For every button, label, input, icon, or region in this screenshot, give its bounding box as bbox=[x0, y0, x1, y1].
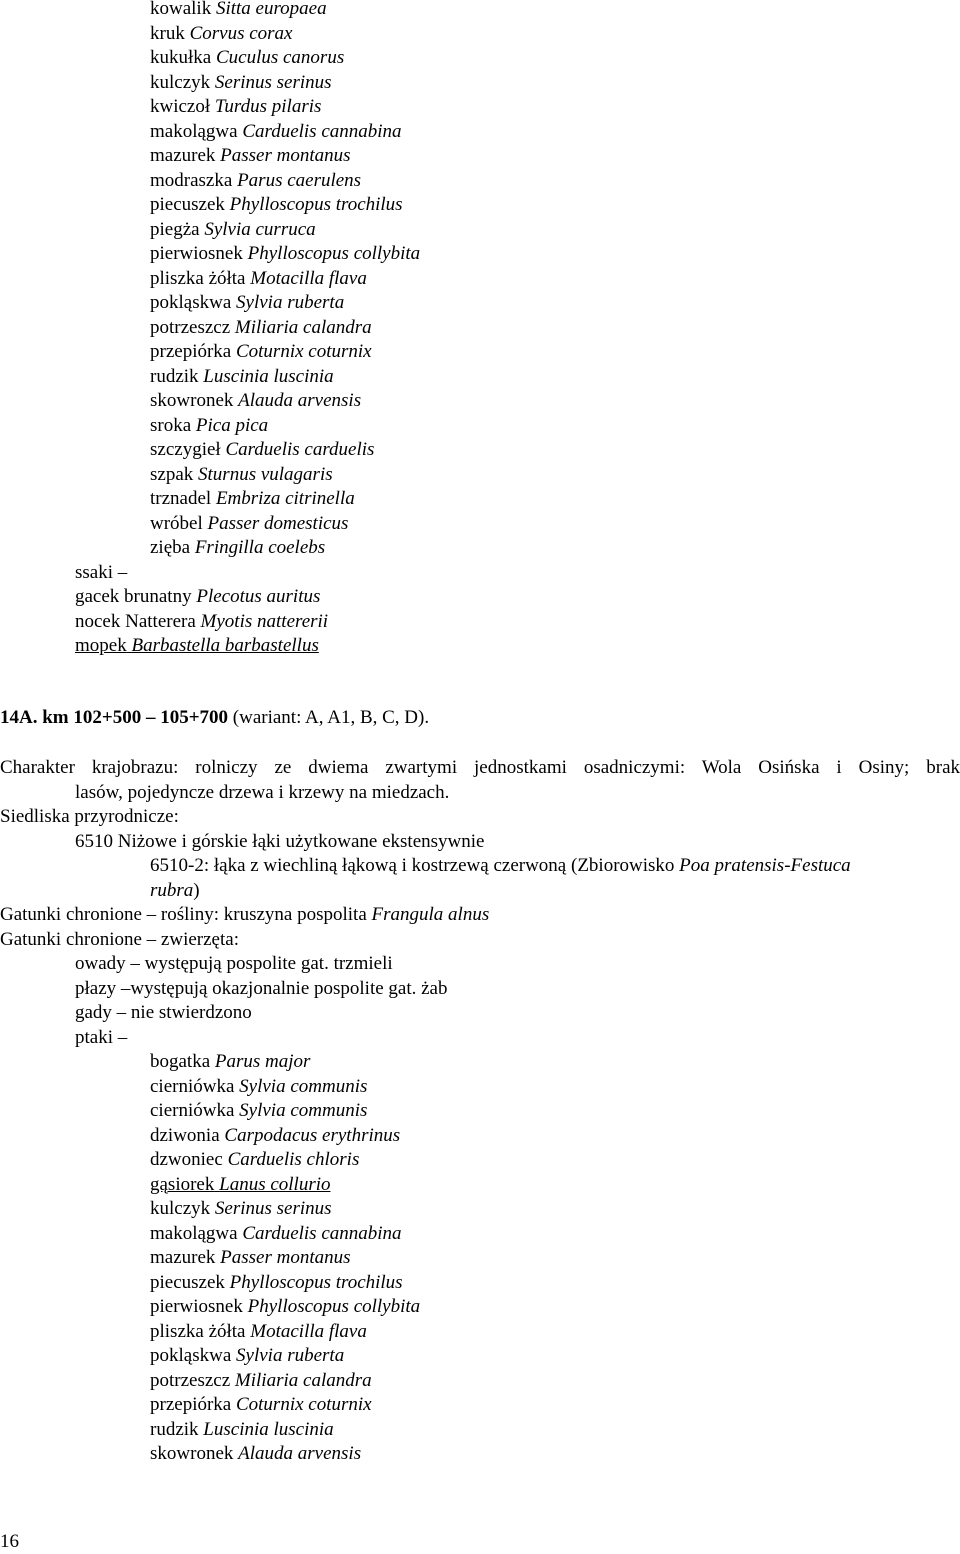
species-polish-name: rudzik bbox=[150, 1418, 199, 1440]
list-item bbox=[150, 389, 361, 413]
list-item bbox=[150, 218, 316, 242]
list-item bbox=[150, 0, 327, 21]
species-polish-name: kulczyk bbox=[150, 71, 211, 93]
species-latin-name: Sitta europaea bbox=[215, 0, 327, 19]
list-item bbox=[150, 463, 333, 487]
habitat-sub-latin: Poa pratensis-Festuca bbox=[679, 855, 851, 876]
animals-item-amphibians: płazy –występują okazjonalnie pospolite gat. żab bbox=[75, 977, 448, 999]
habitats-label: Siedliska przyrodnicze: bbox=[0, 806, 179, 827]
species-latin-name: Parus caerulens bbox=[237, 169, 362, 191]
species-polish-name: pliszka żółta bbox=[150, 1320, 246, 1342]
species-polish-name: sroka bbox=[150, 414, 192, 436]
list-item bbox=[150, 1344, 344, 1368]
list-item bbox=[150, 1442, 361, 1466]
species-polish-name: makolągwa bbox=[150, 1222, 238, 1244]
page-number: 16 bbox=[0, 1531, 19, 1552]
species-latin-name: Miliaria calandra bbox=[234, 1369, 372, 1391]
species-polish-name: kulczyk bbox=[150, 1198, 211, 1219]
list-item bbox=[150, 1050, 310, 1074]
species-latin-name: Luscinia luscinia bbox=[203, 1418, 334, 1440]
species-polish-name: kowalik bbox=[150, 0, 212, 19]
species-latin-name: Miliaria calandra bbox=[234, 316, 372, 338]
species-latin-name: Fringilla coelebs bbox=[194, 537, 326, 558]
species-latin-name: Pica pica bbox=[195, 414, 269, 436]
animals-item-insects: owady – występują pospolite gat. trzmieli bbox=[75, 953, 393, 974]
species-latin-name: Lanus collurio bbox=[219, 1173, 331, 1195]
habitat-main: 6510 Niżowe i górskie łąki użytkowane ekstensywnie bbox=[75, 830, 485, 852]
list-item bbox=[150, 22, 292, 46]
landscape-text: rolniczy ze dwiema zwartymi jednostkami osadniczymi: Wola Osińska i Osiny; brak bbox=[195, 757, 960, 778]
species-polish-name: zięba bbox=[150, 537, 191, 558]
species-polish-name: kukułka bbox=[150, 47, 212, 68]
species-polish-name: pokląskwa bbox=[150, 292, 232, 313]
list-item bbox=[150, 340, 372, 364]
species-latin-name: Coturnix coturnix bbox=[235, 1394, 372, 1415]
species-latin-name: Turdus pilaris bbox=[214, 96, 322, 117]
landscape-paragraph-line-2: lasów, pojedyncze drzewa i krzewy na miedzach. bbox=[75, 781, 450, 803]
species-latin-name: Carpodacus erythrinus bbox=[224, 1124, 401, 1146]
list-item bbox=[75, 585, 320, 609]
species-latin-name: Alauda arvensis bbox=[238, 390, 362, 411]
species-latin-name: Carduelis chloris bbox=[227, 1149, 360, 1170]
list-item bbox=[150, 1222, 402, 1246]
species-polish-name: pierwiosnek bbox=[150, 1296, 243, 1317]
species-polish-name: makolągwa bbox=[150, 120, 238, 142]
section-heading bbox=[0, 706, 429, 730]
list-item bbox=[150, 1295, 420, 1319]
animals-item-birds: ptaki – bbox=[75, 1026, 128, 1048]
species-latin-name: Myotis nattererii bbox=[200, 610, 329, 632]
list-item bbox=[150, 316, 372, 340]
species-latin-name: Barbastella barbastellus bbox=[131, 635, 319, 656]
species-latin-name: Parus major bbox=[214, 1051, 311, 1072]
species-polish-name: pierwiosnek bbox=[150, 243, 243, 264]
species-polish-name: mopek bbox=[75, 635, 127, 656]
list-item bbox=[150, 242, 420, 266]
species-latin-name: Phylloscopus collybita bbox=[247, 243, 421, 264]
species-latin-name: Plecotus auritus bbox=[196, 586, 321, 607]
species-latin-name: Alauda arvensis bbox=[238, 1443, 362, 1464]
list-item bbox=[150, 144, 351, 168]
list-item bbox=[150, 438, 374, 462]
species-latin-name: Embriza citrinella bbox=[215, 488, 355, 509]
list-item bbox=[150, 1075, 367, 1099]
species-polish-name: dziwonia bbox=[150, 1124, 220, 1146]
species-polish-name: cierniówka bbox=[150, 1100, 235, 1121]
species-polish-name: szczygieł bbox=[150, 439, 221, 460]
species-polish-name: cierniówka bbox=[150, 1075, 235, 1097]
plants-latin: Frangula alnus bbox=[371, 904, 490, 925]
species-latin-name: Luscinia luscinia bbox=[203, 365, 334, 387]
species-polish-name: wróbel bbox=[150, 512, 203, 534]
list-item bbox=[150, 1148, 359, 1172]
species-latin-name: Phylloscopus trochilus bbox=[229, 1271, 403, 1293]
species-polish-name: dzwoniec bbox=[150, 1149, 223, 1170]
mammals-heading: ssaki – bbox=[75, 561, 128, 583]
species-latin-name: Sylvia ruberta bbox=[236, 292, 345, 313]
list-item bbox=[150, 71, 332, 95]
list-item bbox=[150, 512, 348, 536]
list-item bbox=[150, 487, 355, 511]
list-item bbox=[75, 634, 319, 658]
habitat-sub-close: ) bbox=[193, 879, 200, 901]
section-heading-km: 14A. km 102+500 – 105+700 bbox=[0, 707, 229, 728]
species-latin-name: Carduelis carduelis bbox=[225, 439, 375, 460]
list-item bbox=[150, 120, 402, 144]
list-item bbox=[150, 414, 268, 438]
species-latin-name: Motacilla flava bbox=[250, 267, 367, 289]
habitat-sub-line-2 bbox=[150, 879, 200, 903]
species-polish-name: rudzik bbox=[150, 365, 199, 387]
species-latin-name: Carduelis cannabina bbox=[242, 1222, 402, 1244]
species-polish-name: mazurek bbox=[150, 145, 216, 166]
list-item bbox=[150, 1197, 332, 1221]
species-latin-name: Sylvia ruberta bbox=[236, 1345, 345, 1366]
species-latin-name: Corvus corax bbox=[189, 22, 293, 44]
animals-label: Gatunki chronione – zwierzęta: bbox=[0, 928, 239, 950]
list-item bbox=[150, 1393, 372, 1417]
plants-label: Gatunki chronione – rośliny: bbox=[0, 904, 219, 925]
plants-line bbox=[0, 903, 489, 927]
list-item bbox=[75, 610, 328, 634]
species-latin-name: Carduelis cannabina bbox=[242, 120, 402, 142]
species-polish-name: pliszka żółta bbox=[150, 267, 246, 289]
species-polish-name: modraszka bbox=[150, 169, 233, 191]
species-latin-name: Serinus serinus bbox=[214, 71, 332, 93]
list-item bbox=[150, 1271, 403, 1295]
species-latin-name: Motacilla flava bbox=[250, 1320, 367, 1342]
species-latin-name: Sylvia communis bbox=[239, 1075, 368, 1097]
landscape-label: Charakter krajobrazu: bbox=[0, 757, 179, 778]
species-polish-name: kwiczoł bbox=[150, 96, 211, 117]
list-item bbox=[150, 1173, 331, 1197]
list-item bbox=[150, 95, 321, 119]
species-polish-name: kruk bbox=[150, 22, 185, 44]
species-polish-name: przepiórka bbox=[150, 1394, 232, 1415]
species-latin-name: Coturnix coturnix bbox=[235, 341, 372, 362]
section-heading-variant: (wariant: A, A1, B, C, D). bbox=[232, 707, 430, 728]
species-latin-name: Serinus serinus bbox=[214, 1198, 332, 1219]
species-polish-name: piecuszek bbox=[150, 1271, 225, 1293]
species-latin-name: Passer montanus bbox=[220, 1247, 351, 1268]
list-item bbox=[150, 1099, 367, 1123]
species-polish-name: bogatka bbox=[150, 1051, 211, 1072]
species-polish-name: gąsiorek bbox=[150, 1173, 215, 1195]
species-polish-name: piegża bbox=[150, 218, 200, 240]
landscape-paragraph-line-1 bbox=[0, 756, 960, 781]
list-item bbox=[150, 1124, 400, 1148]
species-polish-name: szpak bbox=[150, 463, 194, 485]
list-item bbox=[150, 365, 334, 389]
species-polish-name: gacek brunatny bbox=[75, 586, 192, 607]
species-latin-name: Sylvia curruca bbox=[204, 218, 316, 240]
list-item bbox=[150, 291, 344, 315]
list-item bbox=[150, 536, 325, 560]
habitat-sub-text: 6510-2: łąka z wiechliną łąkową i kostrzewą czerwoną (Zbiorowisko bbox=[150, 855, 675, 876]
species-polish-name: mazurek bbox=[150, 1247, 216, 1268]
species-latin-name: Phylloscopus trochilus bbox=[229, 194, 403, 215]
species-polish-name: nocek Natterera bbox=[75, 610, 196, 632]
species-latin-name: Passer domesticus bbox=[207, 512, 349, 534]
species-latin-name: Sturnus vulagaris bbox=[198, 463, 333, 485]
species-polish-name: potrzeszcz bbox=[150, 1369, 231, 1391]
species-latin-name: Cuculus canorus bbox=[215, 47, 345, 68]
list-item bbox=[150, 1246, 351, 1270]
species-latin-name: Phylloscopus collybita bbox=[247, 1296, 421, 1317]
list-item bbox=[150, 193, 403, 217]
list-item bbox=[150, 1369, 372, 1393]
species-polish-name: przepiórka bbox=[150, 341, 232, 362]
species-polish-name: trznadel bbox=[150, 488, 212, 509]
list-item bbox=[150, 169, 361, 193]
species-polish-name: skowronek bbox=[150, 1443, 234, 1464]
species-latin-name: Sylvia communis bbox=[239, 1100, 368, 1121]
species-polish-name: pokląskwa bbox=[150, 1345, 232, 1366]
animals-item-reptiles: gady – nie stwierdzono bbox=[75, 1002, 252, 1023]
habitat-sub-line-1 bbox=[150, 854, 851, 878]
habitat-sub-latin-2: rubra bbox=[150, 879, 194, 901]
species-polish-name: potrzeszcz bbox=[150, 316, 231, 338]
list-item bbox=[150, 1320, 367, 1344]
list-item bbox=[150, 46, 344, 70]
list-item bbox=[150, 267, 367, 291]
species-polish-name: skowronek bbox=[150, 390, 234, 411]
species-latin-name: Passer montanus bbox=[220, 145, 351, 166]
species-polish-name: piecuszek bbox=[150, 194, 225, 215]
list-item bbox=[150, 1418, 334, 1442]
plants-text: kruszyna pospolita bbox=[223, 904, 367, 925]
